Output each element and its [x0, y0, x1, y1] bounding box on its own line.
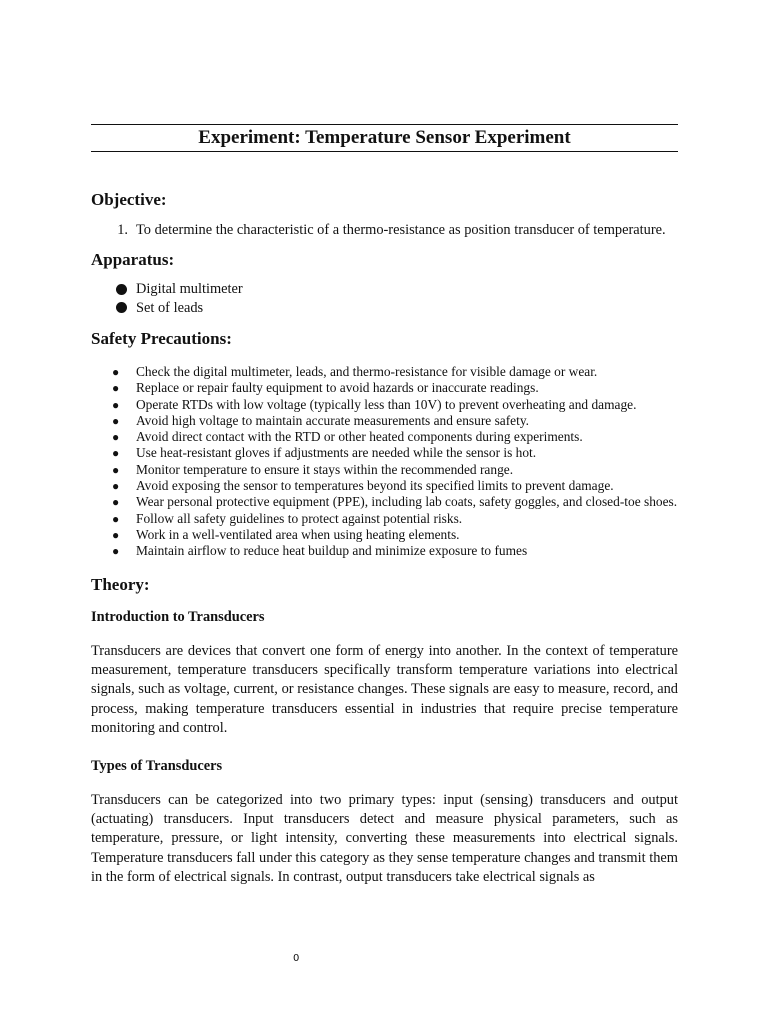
apparatus-heading: Apparatus:	[91, 250, 175, 269]
safety-heading: Safety Precautions:	[91, 329, 232, 348]
bullet-icon: ●	[112, 479, 120, 494]
bullet-icon	[91, 302, 136, 313]
intro-heading: Introduction to Transducers	[91, 608, 265, 625]
bullet-icon: ●	[112, 430, 120, 445]
title-block	[91, 124, 678, 152]
bullet-icon: ●	[112, 365, 120, 379]
safety-item: Follow all safety guidelines to protect against potential risks.	[136, 510, 463, 526]
types-heading: Types of Transducers	[91, 757, 223, 774]
list-item	[91, 478, 678, 494]
list-item	[91, 543, 678, 559]
bullet-icon: ●	[112, 527, 120, 542]
apparatus-item: Digital multimeter	[136, 281, 243, 297]
bullet-icon: ●	[112, 413, 120, 428]
bullet-icon	[91, 284, 136, 295]
item-number: 1.	[117, 222, 128, 238]
safety-item: Avoid direct contact with the RTD or other heated components during experiments.	[136, 429, 583, 445]
safety-item: Maintain airflow to reduce heat buildup and minimize exposure to fumes	[136, 543, 528, 559]
list-item	[91, 511, 678, 527]
objective-list	[91, 221, 678, 239]
safety-item: Operate RTDs with low voltage (typically less than 10V) to prevent overheating and damage.	[136, 396, 637, 412]
list-item	[91, 462, 678, 478]
list-item	[91, 397, 678, 413]
safety-item: Use heat-resistant gloves if adjustments are needed while the sensor is hot.	[136, 445, 537, 461]
list-item	[91, 413, 678, 429]
bullet-icon: ●	[112, 495, 120, 510]
bullet-icon: ●	[112, 397, 120, 412]
apparatus-list	[91, 280, 678, 317]
theory-heading: Theory:	[91, 574, 150, 594]
list-item	[91, 429, 678, 445]
safety-item: Avoid high voltage to maintain accurate measurements and ensure safety.	[136, 412, 530, 428]
bullet-icon: ●	[112, 544, 120, 559]
list-item	[91, 364, 678, 380]
list-item	[91, 221, 678, 239]
bullet-icon: ●	[112, 381, 120, 396]
intro-paragraph: Transducers are devices that convert one form of energy into another. In the context of temperature measurement, temperature transducers specifically transform temperature variations into electrical signals, such as voltage, current, or resistance changes. These signals are easy to measure, record, and process, making temperature transducers essential in industries that require precise temperature monitoring and control.	[91, 642, 678, 737]
list-item	[91, 380, 678, 396]
safety-item: Check the digital multimeter, leads, and thermo-resistance for visible damage or wear.	[136, 364, 598, 379]
list-item	[91, 445, 678, 461]
list-item	[91, 280, 678, 299]
objective-text: To determine the characteristic of a thermo-resistance as position transducer of temperature.	[136, 222, 666, 238]
list-item	[91, 494, 678, 510]
objective-heading: Objective:	[91, 190, 167, 209]
bullet-icon: ●	[112, 462, 120, 477]
document-page	[91, 124, 678, 888]
page-number: 0	[293, 953, 300, 964]
safety-item: Wear personal protective equipment (PPE), including lab coats, safety goggles, and closed-toe shoes.	[136, 494, 678, 510]
bullet-icon: ●	[112, 446, 120, 461]
safety-item: Replace or repair faulty equipment to avoid hazards or inaccurate readings.	[136, 380, 539, 396]
safety-list	[91, 364, 678, 560]
safety-item: Avoid exposing the sensor to temperatures beyond its specified limits to prevent damage.	[136, 478, 614, 494]
page-title: Experiment: Temperature Sensor Experiment	[198, 127, 571, 148]
bullet-icon: ●	[112, 511, 120, 526]
safety-item: Work in a well-ventilated area when using heating elements.	[136, 526, 460, 542]
list-item	[91, 527, 678, 543]
list-item	[91, 299, 678, 318]
safety-item: Monitor temperature to ensure it stays within the recommended range.	[136, 461, 514, 477]
types-paragraph: Transducers can be categorized into two primary types: input (sensing) transducers and output (actuating) transducers. Input transducers detect and measure physical parameters, such as temperature, pressure, or light intensity, converting these measurements into electrical signals. Temperature transducers fall under this category as they sense temperature changes and transmit them in the form of electrical signals. In contrast, output transducers take electrical signals as	[91, 791, 678, 886]
apparatus-item: Set of leads	[136, 299, 204, 316]
